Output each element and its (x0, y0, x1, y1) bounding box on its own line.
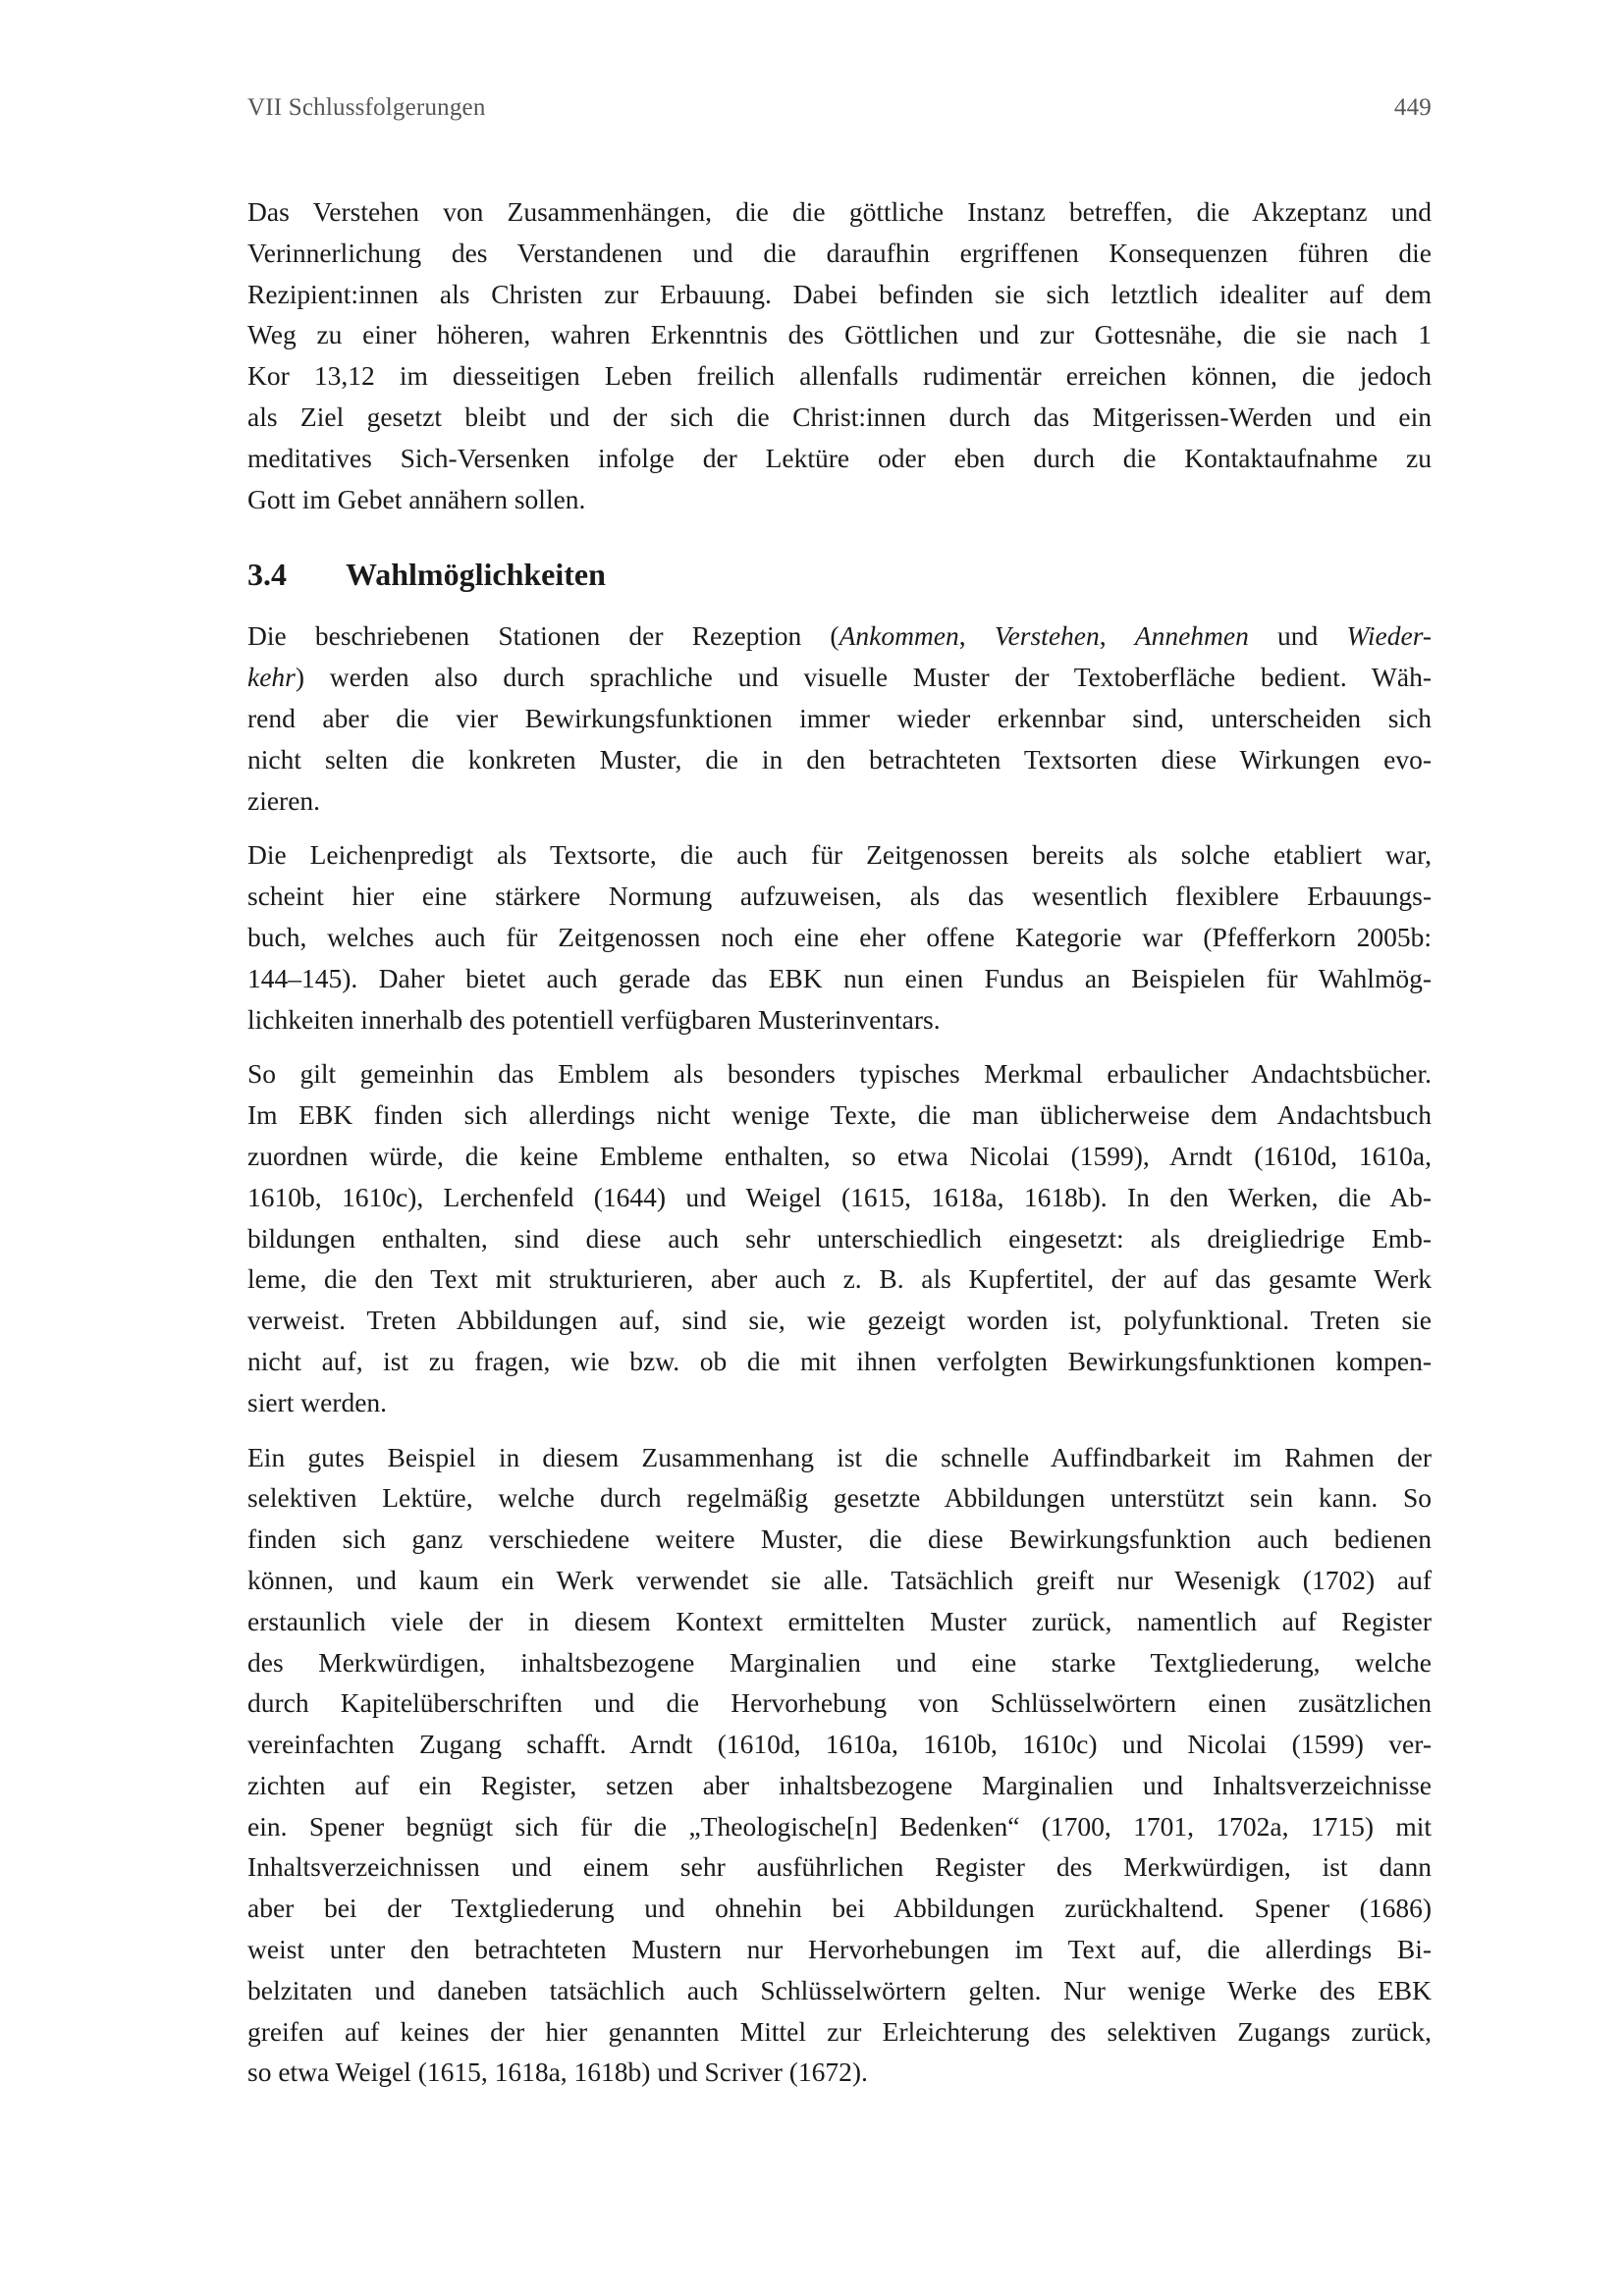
text-line: als Ziel gesetzt bleibt und der sich die Christ:innen durch das Mitgerissen-Werden und ein (247, 400, 1432, 432)
text-line: So gilt gemeinhin das Emblem als besonders typisches Merkmal erbaulicher Andachtsbücher. (247, 1058, 1432, 1090)
term-wiederkehr-part1: Wieder- (1346, 620, 1433, 652)
term-annehmen: Annehmen (1134, 620, 1249, 652)
text-line: belzitaten und daneben tatsächlich auch Schlüsselwörtern gelten. Nur wenige Werke des EBK (247, 1974, 1432, 2005)
term-verstehen: Verstehen (994, 620, 1100, 652)
text-line: zieren. (247, 784, 321, 816)
text-line: nicht selten die konkreten Muster, die in den betrachteten Textsorten diese Wirkungen evo- (247, 743, 1432, 774)
text-line: scheint hier eine stärkere Normung aufzuweisen, als das wesentlich flexiblere Erbauungs- (247, 881, 1432, 912)
text-line: greifen auf keines der hier genannten Mittel zur Erleichterung des selektiven Zugangs zurück, (247, 2015, 1432, 2047)
section-number: 3.4 (247, 557, 287, 593)
text-line: lichkeiten innerhalb des potentiell verfügbaren Musterinventars. (247, 1003, 941, 1035)
text-line: ein. Spener begnügt sich für die „Theologische[n] Bedenken“ (1700, 1701, 1702a, 1715) mit (247, 1810, 1432, 1842)
text-line: vereinfachten Zugang schafft. Arndt (1610d, 1610a, 1610b, 1610c) und Nicolai (1599) ver- (247, 1729, 1432, 1760)
text-line: Weg zu einer höheren, wahren Erkenntnis des Göttlichen und zur Gottesnähe, die sie nach 1 (247, 319, 1432, 350)
section-title: Wahlmöglichkeiten (346, 557, 606, 593)
text-line (247, 615, 1432, 657)
text-line: zuordnen würde, die keine Embleme enthalten, so etwa Nicolai (1599), Arndt (1610d, 1610a, (247, 1140, 1432, 1171)
term-wiederkehr-part2: kehr (247, 662, 296, 693)
text-line: weist unter den betrachteten Mustern nur Hervorhebungen im Text auf, die allerdings Bi- (247, 1934, 1432, 1965)
text-run: und (1248, 620, 1347, 652)
text-line: siert werden. (247, 1386, 388, 1417)
text-run: ) werden also durch sprachliche und visuelle Muster der Textoberfläche bedient. Wäh- (295, 662, 1432, 693)
text-line: durch Kapitelüberschriften und die Hervorhebung von Schlüsselwörtern einen zusätzlichen (247, 1687, 1432, 1719)
text-line: 1610b, 1610c), Lerchenfeld (1644) und Weigel (1615, 1618a, 1618b). In den Werken, die Ab- (247, 1181, 1432, 1212)
text-line: erstaunlich viele der in diesem Kontext ermittelten Muster zurück, namentlich auf Register (247, 1605, 1432, 1636)
text-line: Verinnerlichung des Verstandenen und die daraufhin ergriffenen Konsequenzen führen die (247, 237, 1432, 268)
text-line: finden sich ganz verschiedene weitere Muster, die diese Bewirkungsfunktion auch bedienen (247, 1523, 1432, 1555)
text-line: Ein gutes Beispiel in diesem Zusammenhang ist die schnelle Auffindbarkeit im Rahmen der (247, 1441, 1432, 1472)
section-heading (247, 555, 1432, 594)
text-line: Kor 13,12 im diesseitigen Leben freilich allenfalls rudimentär erreichen können, die jedoch (247, 360, 1432, 392)
text-line: selektiven Lektüre, welche durch regelmäßig gesetzte Abbildungen unterstützt sein kann. So (247, 1482, 1432, 1514)
text-run: , (1099, 620, 1135, 652)
text-line: nicht auf, ist zu fragen, wie bzw. ob die mit ihnen verfolgten Bewirkungsfunktionen kompen- (247, 1345, 1432, 1376)
text-line: können, und kaum ein Werk verwendet sie alle. Tatsächlich greift nur Wesenigk (1702) auf (247, 1564, 1432, 1595)
paragraph-5 (247, 1437, 1432, 2094)
text-line: leme, die den Text mit strukturieren, aber auch z. B. als Kupfertitel, der auf das gesamte Werk (247, 1263, 1432, 1295)
text-line (247, 657, 1432, 698)
text-line: rend aber die vier Bewirkungsfunktionen immer wieder erkennbar sind, unterscheiden sich (247, 702, 1432, 733)
chapter-title: VII Schlussfolgerungen (247, 94, 486, 121)
paragraph-1 (247, 191, 1432, 519)
text-run: , (958, 620, 995, 652)
text-line: zichten auf ein Register, setzen aber inhaltsbezogene Marginalien und Inhaltsverzeichnisse (247, 1769, 1432, 1800)
text-line: Inhaltsverzeichnissen und einem sehr ausführlichen Register des Merkwürdigen, ist dann (247, 1851, 1432, 1883)
text-line: verweist. Treten Abbildungen auf, sind sie, wie gezeigt worden ist, polyfunktional. Treten sie (247, 1305, 1432, 1336)
text-line: so etwa Weigel (1615, 1618a, 1618b) und Scriver (1672). (247, 2056, 868, 2088)
text-line: Die Leichenpredigt als Textsorte, die auch für Zeitgenossen bereits als solche etabliert war, (247, 839, 1432, 871)
page-number: 449 (1393, 94, 1432, 121)
text-line: Gott im Gebet annähern sollen. (247, 483, 586, 514)
paragraph-3 (247, 834, 1432, 1040)
text-line: Das Verstehen von Zusammenhängen, die die göttliche Instanz betreffen, die Akzeptanz und (247, 196, 1432, 227)
text-run: Die beschriebenen Stationen der Rezeption ( (247, 620, 839, 652)
running-header (247, 94, 1432, 122)
term-ankommen: Ankommen (839, 620, 959, 652)
text-line: meditatives Sich-Versenken infolge der Lektüre oder eben durch die Kontaktaufnahme zu (247, 442, 1432, 473)
text-line: bildungen enthalten, sind diese auch sehr unterschiedlich eingesetzt: als dreigliedrige Emb- (247, 1222, 1432, 1254)
text-line: Rezipient:innen als Christen zur Erbauung. Dabei befinden sie sich letztlich idealiter auf dem (247, 278, 1432, 309)
paragraph-4 (247, 1053, 1432, 1422)
paragraph-2 (247, 615, 1432, 821)
text-line: buch, welches auch für Zeitgenossen noch eine eher offene Kategorie war (Pfefferkorn 2005b: (247, 921, 1432, 952)
text-line: aber bei der Textgliederung und ohnehin bei Abbildungen zurückhaltend. Spener (1686) (247, 1893, 1432, 1924)
text-line: des Merkwürdigen, inhaltsbezogene Marginalien und eine starke Textgliederung, welche (247, 1646, 1432, 1678)
text-line: Im EBK finden sich allerdings nicht wenige Texte, die man üblicherweise dem Andachtsbuch (247, 1099, 1432, 1131)
text-line: 144–145). Daher bietet auch gerade das EBK nun einen Fundus an Beispielen für Wahlmög- (247, 962, 1432, 993)
page-body (247, 191, 1432, 2093)
